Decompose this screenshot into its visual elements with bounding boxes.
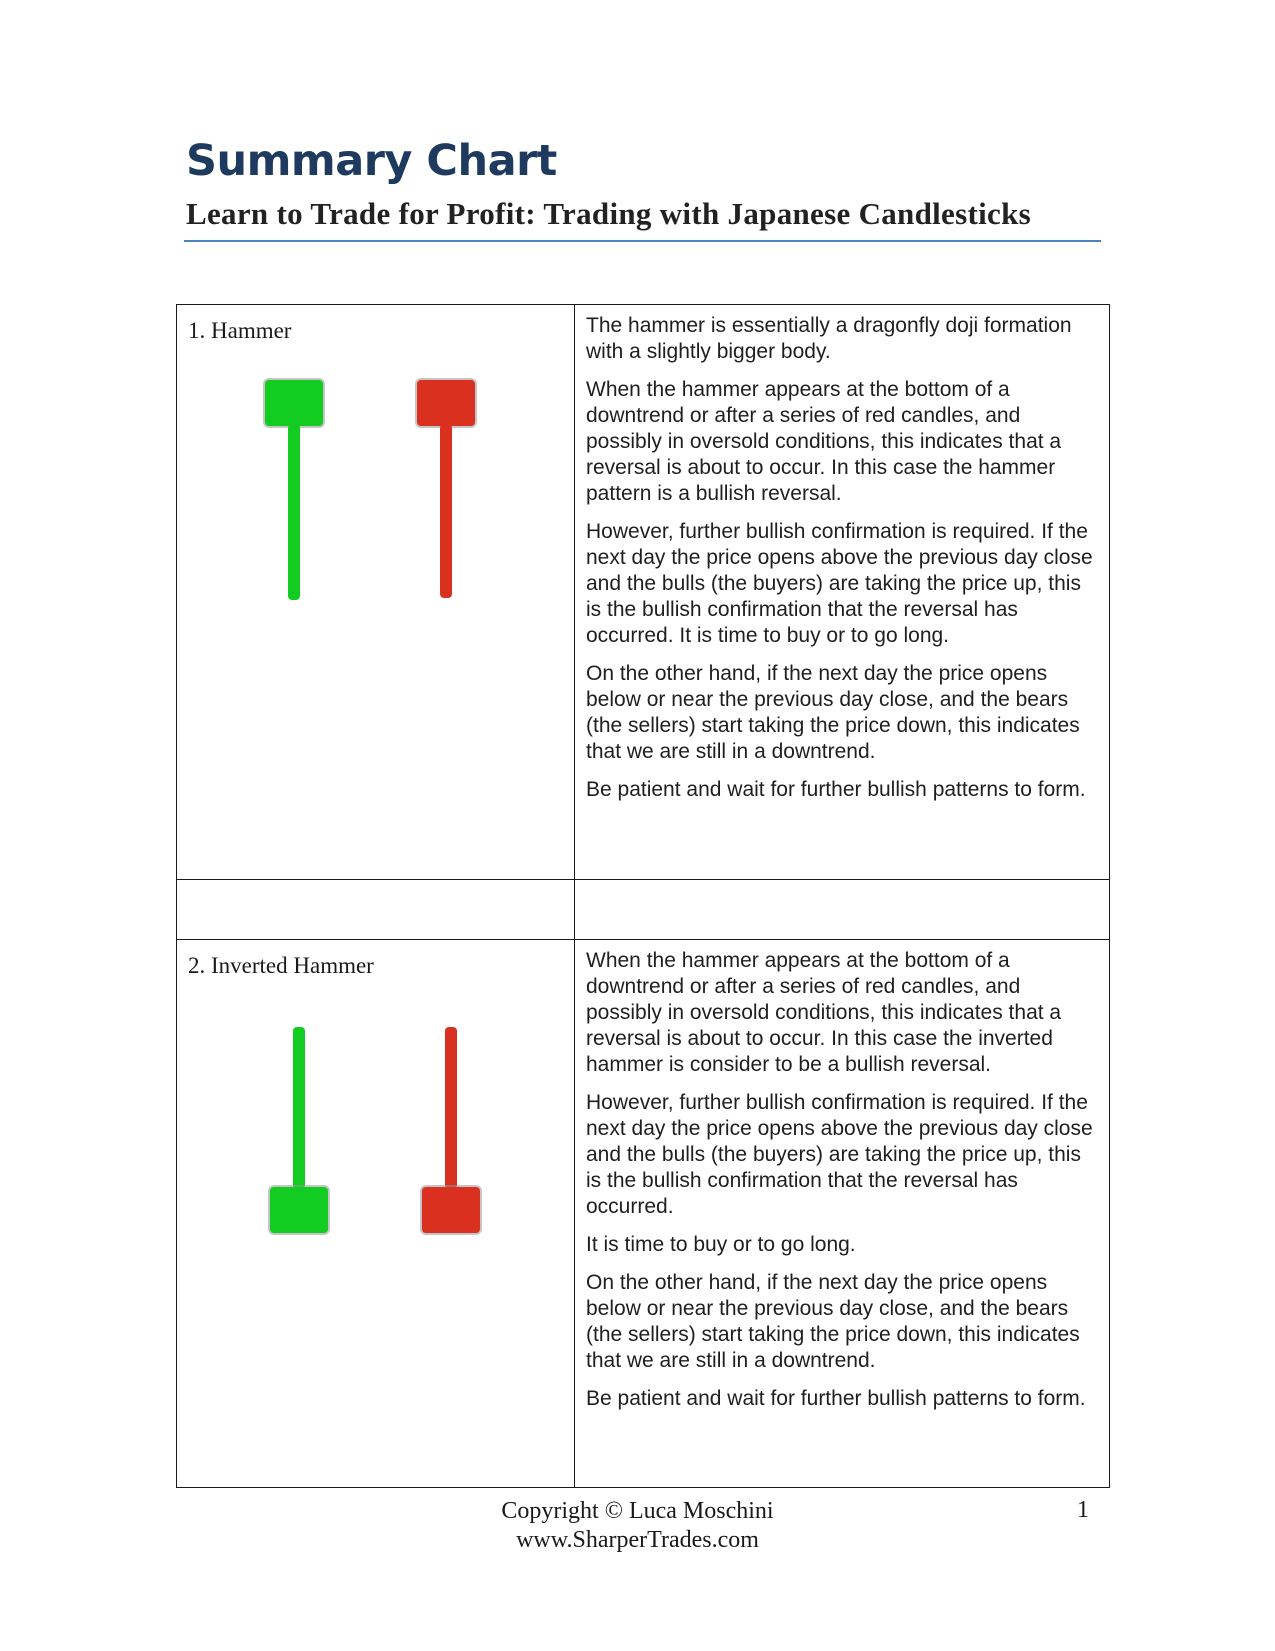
document-subtitle: Learn to Trade for Profit: Trading with Japanese Candlesticks xyxy=(186,196,1031,231)
description-paragraph: The hammer is essentially a dragonfly doji formation with a slightly bigger body. xyxy=(586,314,1072,363)
hammer-candles-illustration xyxy=(177,380,573,710)
candle-body xyxy=(265,380,323,426)
pattern-visual-cell xyxy=(177,305,575,880)
empty-cell xyxy=(177,880,575,940)
candle-body xyxy=(417,380,475,426)
hammer-description xyxy=(575,305,1109,803)
pattern-visual-cell xyxy=(177,940,575,1488)
description-paragraph: Be patient and wait for further bullish patterns to form. xyxy=(586,1387,1086,1410)
candle-wick xyxy=(293,1027,305,1189)
pattern-name-inverted-hammer: 2. Inverted Hammer xyxy=(188,953,374,978)
table-row xyxy=(177,305,1110,880)
inverted-hammer-description xyxy=(575,940,1109,1412)
description-paragraph: On the other hand, if the next day the price opens below or near the previous day close, and the bears (the sellers) start taking the price down, this indicates that we are still in a downtrend. xyxy=(586,1271,1080,1372)
green-hammer-candle xyxy=(265,380,323,600)
table-row-spacer xyxy=(177,880,1110,940)
candle-body xyxy=(270,1187,328,1233)
title-divider xyxy=(184,240,1101,242)
candle-wick xyxy=(288,424,300,600)
description-paragraph: When the hammer appears at the bottom of a downtrend or after a series of red candles, and possibly in oversold conditions, this indicates that a reversal is about to occur. In this case the hammer pattern is a bullish reversal. xyxy=(586,378,1062,505)
candle-wick xyxy=(445,1027,457,1189)
table-row xyxy=(177,940,1110,1488)
copyright-notice: Copyright © Luca Moschini xyxy=(501,1498,774,1524)
description-paragraph: Be patient and wait for further bullish patterns to form. xyxy=(586,778,1086,801)
red-inverted-hammer-candle xyxy=(422,1027,480,1233)
candle-wick xyxy=(440,424,452,598)
pattern-name-hammer: 1. Hammer xyxy=(188,318,292,343)
pattern-description-cell xyxy=(575,305,1110,880)
pattern-description-cell xyxy=(575,940,1110,1488)
inverted-hammer-candles-illustration xyxy=(177,1027,573,1267)
description-paragraph: On the other hand, if the next day the price opens below or near the previous day close, and the bears (the sellers) start taking the price down, this indicates that we are still in a downtrend. xyxy=(586,662,1080,763)
description-paragraph: However, further bullish confirmation is required. If the next day the price opens above the previous day close and the bulls (the buyers) are taking the price up, this is the bullish confirmation that the reversal has occurred. It is time to buy or to go long. xyxy=(586,520,1093,647)
green-inverted-hammer-candle xyxy=(270,1027,328,1233)
website-url: www.SharperTrades.com xyxy=(516,1527,759,1553)
candle-body xyxy=(422,1187,480,1233)
page-number: 1 xyxy=(1077,1497,1089,1523)
description-paragraph: However, further bullish confirmation is required. If the next day the price opens above the previous day close and the bulls (the buyers) are taking the price up, this is the bullish confirmation that the reversal has occurred. xyxy=(586,1091,1093,1218)
summary-table xyxy=(176,304,1110,1488)
description-paragraph: When the hammer appears at the bottom of a downtrend or after a series of red candles, and possibly in oversold conditions, this indicates that a reversal is about to occur. In this case the inverted hammer is consider to be a bullish reversal. xyxy=(586,949,1062,1076)
description-paragraph: It is time to buy or to go long. xyxy=(586,1233,856,1256)
empty-cell xyxy=(575,880,1110,940)
red-hammer-candle xyxy=(417,380,475,598)
document-title: Summary Chart xyxy=(186,136,557,186)
